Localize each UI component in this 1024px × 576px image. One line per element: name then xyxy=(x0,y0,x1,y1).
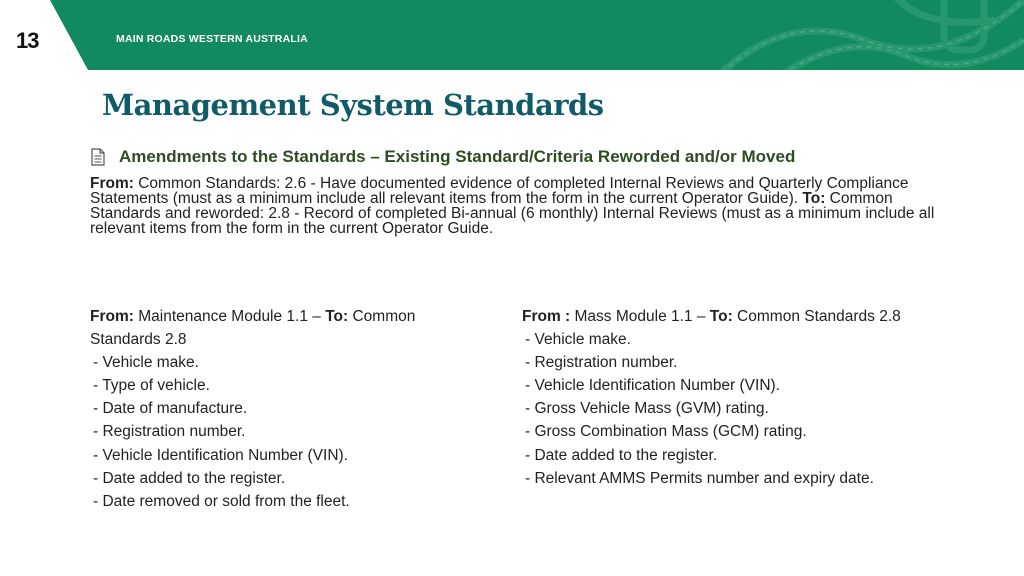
from-label: From: xyxy=(90,308,134,325)
to-label: To: xyxy=(325,308,349,325)
list-item: - Relevant AMMS Permits number and expiry date. xyxy=(525,469,874,487)
list-item: - Vehicle Identification Number (VIN). xyxy=(93,446,348,464)
from-text: Maintenance Module 1.1 – xyxy=(133,308,326,325)
page-title: Management System Standards xyxy=(102,88,604,122)
amendment-paragraph xyxy=(90,176,940,236)
from-label: From: xyxy=(90,175,134,192)
maintenance-module-column xyxy=(90,305,490,513)
to-label: To: xyxy=(802,190,826,207)
column-heading xyxy=(522,305,962,328)
list-item: - Vehicle Identification Number (VIN). xyxy=(525,377,780,395)
column-heading xyxy=(90,305,490,351)
list-item: - Date of manufacture. xyxy=(93,400,248,418)
to-label: To: xyxy=(709,308,733,325)
list-item: - Registration number. xyxy=(93,423,246,441)
from-text: Mass Module 1.1 – xyxy=(570,308,710,325)
list-item: - Date removed or sold from the fleet. xyxy=(93,492,350,510)
slide-number: 13 xyxy=(16,28,39,53)
from-label: From : xyxy=(522,308,571,325)
from-text: Common Standards: 2.6 - Have documented evidence of completed Internal Reviews and Quarterly Compliance Statements (must as a minimum include all relevant items from the form in the current Operator Guide). xyxy=(90,175,909,207)
list-item: - Date added to the register. xyxy=(525,446,718,464)
subheading xyxy=(90,147,795,167)
subheading-text: Amendments to the Standards – Existing Standard/Criteria Reworded and/or Moved xyxy=(119,147,796,166)
road-pattern-decoration xyxy=(694,0,1024,70)
list-item: - Date added to the register. xyxy=(93,469,286,487)
document-icon xyxy=(90,148,106,166)
mass-module-column xyxy=(522,305,962,490)
to-text: Common Standards and reworded: 2.8 - Record of completed Bi-annual (6 monthly) Internal Reviews (must as a minimum include all relevant items from the form in the current Operator Guide. xyxy=(90,190,935,237)
list-item: - Registration number. xyxy=(525,354,678,372)
organization-name: MAIN ROADS WESTERN AUSTRALIA xyxy=(116,33,308,45)
list-item: - Gross Vehicle Mass (GVM) rating. xyxy=(525,400,769,418)
list-item: - Vehicle make. xyxy=(525,331,631,349)
list-item: - Vehicle make. xyxy=(93,354,199,372)
to-text: Common Standards 2.8 xyxy=(90,308,416,349)
list-item: - Gross Combination Mass (GCM) rating. xyxy=(525,423,807,441)
to-text: Common Standards 2.8 xyxy=(732,308,901,325)
list-item: - Type of vehicle. xyxy=(93,377,210,395)
